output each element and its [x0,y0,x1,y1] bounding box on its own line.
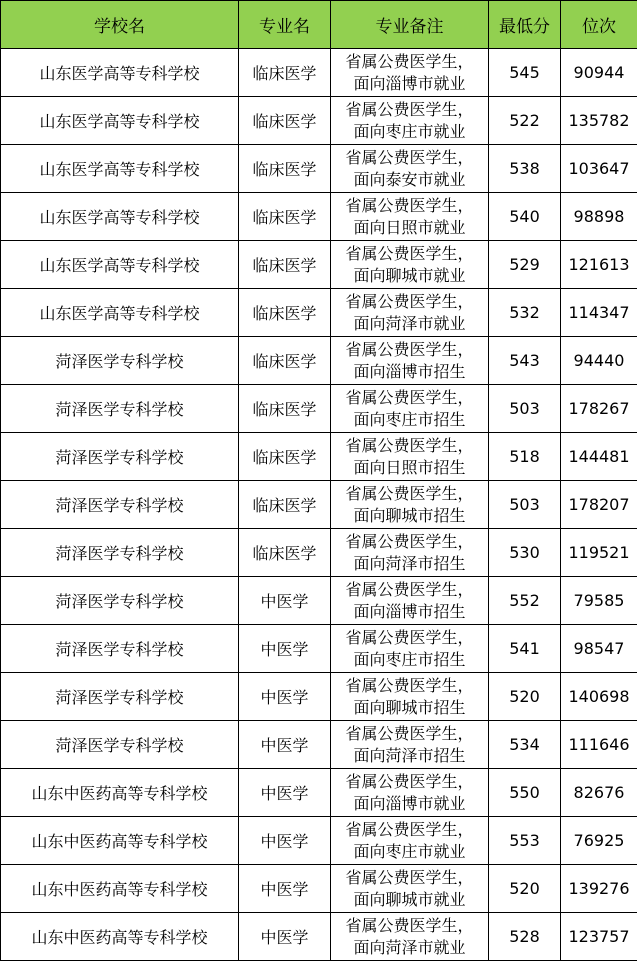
cell-major: 中医学 [239,625,331,673]
cell-major: 中医学 [239,865,331,913]
cell-major: 临床医学 [239,241,331,289]
cell-school: 菏泽医学专科学校 [1,337,239,385]
cell-rank: 111646 [561,721,637,769]
table-row [1,865,637,913]
cell-school: 菏泽医学专科学校 [1,721,239,769]
cell-rank: 76925 [561,817,637,865]
header-major: 专业名 [239,1,331,49]
cell-major: 中医学 [239,817,331,865]
cell-note [331,673,489,721]
cell-major: 临床医学 [239,529,331,577]
note-line-2: 面向泰安市就业 [353,169,466,189]
cell-school: 山东医学高等专科学校 [1,145,239,193]
table-row [1,529,637,577]
cell-major: 中医学 [239,769,331,817]
cell-school: 菏泽医学专科学校 [1,673,239,721]
note-line-1: 省属公费医学生， [345,243,474,263]
note-line-1: 省属公费医学生， [345,435,474,455]
note-line-2: 面向聊城市就业 [353,265,466,285]
cell-school: 山东中医药高等专科学校 [1,865,239,913]
cell-school: 山东医学高等专科学校 [1,97,239,145]
cell-school: 山东中医药高等专科学校 [1,913,239,961]
cell-note [331,529,489,577]
note-line-1: 省属公费医学生， [345,867,474,887]
note-line-1: 省属公费医学生， [345,387,474,407]
note-line-2: 面向淄博市招生 [353,361,466,381]
cell-school: 山东医学高等专科学校 [1,241,239,289]
cell-major: 临床医学 [239,49,331,97]
cell-school: 菏泽医学专科学校 [1,625,239,673]
table-row [1,145,637,193]
cell-note [331,385,489,433]
note-line-1: 省属公费医学生， [345,723,474,743]
cell-school: 菏泽医学专科学校 [1,577,239,625]
table-row [1,913,637,961]
note-line-1: 省属公费医学生， [345,483,474,503]
note-line-1: 省属公费医学生， [345,99,474,119]
note-line-2: 面向聊城市招生 [353,505,466,525]
note-line-2: 面向聊城市招生 [353,697,466,717]
cell-min-score: 543 [489,337,561,385]
note-line-1: 省属公费医学生， [345,531,474,551]
cell-note [331,97,489,145]
cell-rank: 123757 [561,913,637,961]
note-line-1: 省属公费医学生， [345,147,474,167]
cell-note [331,817,489,865]
cell-major: 中医学 [239,577,331,625]
cell-major: 临床医学 [239,193,331,241]
note-line-2: 面向枣庄市就业 [353,121,466,141]
cell-school: 菏泽医学专科学校 [1,529,239,577]
cell-min-score: 545 [489,49,561,97]
cell-rank: 178207 [561,481,637,529]
table-row [1,385,637,433]
cell-min-score: 530 [489,529,561,577]
header-row [1,1,637,49]
cell-min-score: 520 [489,865,561,913]
cell-school: 菏泽医学专科学校 [1,385,239,433]
table-row [1,97,637,145]
note-line-2: 面向日照市就业 [353,217,466,237]
cell-major: 中医学 [239,913,331,961]
cell-note [331,193,489,241]
table-row [1,481,637,529]
cell-note [331,241,489,289]
table-row [1,721,637,769]
cell-rank: 121613 [561,241,637,289]
note-line-1: 省属公费医学生， [345,291,474,311]
cell-note [331,481,489,529]
cell-note [331,49,489,97]
cell-rank: 144481 [561,433,637,481]
cell-min-score: 503 [489,481,561,529]
cell-rank: 98898 [561,193,637,241]
cell-school: 山东中医药高等专科学校 [1,769,239,817]
header-rank: 位次 [561,1,637,49]
header-min-score: 最低分 [489,1,561,49]
cell-rank: 90944 [561,49,637,97]
header-note: 专业备注 [331,1,489,49]
cell-note [331,913,489,961]
cell-rank: 139276 [561,865,637,913]
cell-note [331,337,489,385]
cell-school: 山东医学高等专科学校 [1,193,239,241]
cell-min-score: 522 [489,97,561,145]
cell-major: 临床医学 [239,337,331,385]
cell-min-score: 541 [489,625,561,673]
cell-major: 中医学 [239,721,331,769]
table-row [1,769,637,817]
note-line-2: 面向淄博市就业 [353,793,466,813]
table-body [1,49,637,961]
note-line-1: 省属公费医学生， [345,579,474,599]
note-line-1: 省属公费医学生， [345,339,474,359]
cell-rank: 98547 [561,625,637,673]
header-school: 学校名 [1,1,239,49]
note-line-1: 省属公费医学生， [345,771,474,791]
note-line-2: 面向淄博市就业 [353,73,466,93]
cell-min-score: 532 [489,289,561,337]
cell-note [331,289,489,337]
cell-note [331,769,489,817]
cell-min-score: 550 [489,769,561,817]
cell-note [331,625,489,673]
cell-major: 临床医学 [239,289,331,337]
cell-min-score: 538 [489,145,561,193]
cell-min-score: 528 [489,913,561,961]
cell-school: 山东中医药高等专科学校 [1,817,239,865]
table-row [1,673,637,721]
cell-rank: 135782 [561,97,637,145]
cell-school: 山东医学高等专科学校 [1,49,239,97]
cell-school: 菏泽医学专科学校 [1,481,239,529]
cell-major: 临床医学 [239,433,331,481]
table-row [1,337,637,385]
cell-min-score: 518 [489,433,561,481]
cell-rank: 119521 [561,529,637,577]
note-line-2: 面向菏泽市就业 [353,313,466,333]
note-line-2: 面向菏泽市就业 [353,937,466,957]
cell-min-score: 552 [489,577,561,625]
cell-min-score: 553 [489,817,561,865]
cell-note [331,721,489,769]
note-line-1: 省属公费医学生， [345,819,474,839]
cell-major: 临床医学 [239,385,331,433]
note-line-2: 面向菏泽市招生 [353,745,466,765]
cell-rank: 103647 [561,145,637,193]
table-row [1,193,637,241]
cell-min-score: 503 [489,385,561,433]
cell-note [331,433,489,481]
table-row [1,289,637,337]
table-row [1,433,637,481]
note-line-1: 省属公费医学生， [345,915,474,935]
table-row [1,49,637,97]
table-row [1,817,637,865]
cell-rank: 94440 [561,337,637,385]
note-line-1: 省属公费医学生， [345,51,474,71]
note-line-2: 面向枣庄市就业 [353,841,466,861]
cell-rank: 178267 [561,385,637,433]
note-line-2: 面向菏泽市招生 [353,553,466,573]
cell-major: 中医学 [239,673,331,721]
cell-min-score: 520 [489,673,561,721]
cell-note [331,145,489,193]
note-line-1: 省属公费医学生， [345,195,474,215]
table-row [1,577,637,625]
cell-major: 临床医学 [239,97,331,145]
cell-min-score: 534 [489,721,561,769]
cell-major: 临床医学 [239,481,331,529]
cell-rank: 140698 [561,673,637,721]
cell-rank: 79585 [561,577,637,625]
table-row [1,241,637,289]
cell-major: 临床医学 [239,145,331,193]
cell-min-score: 540 [489,193,561,241]
note-line-1: 省属公费医学生， [345,675,474,695]
cell-rank: 114347 [561,289,637,337]
note-line-2: 面向聊城市就业 [353,889,466,909]
note-line-2: 面向枣庄市招生 [353,649,466,669]
cell-note [331,865,489,913]
table-row [1,625,637,673]
cell-min-score: 529 [489,241,561,289]
note-line-1: 省属公费医学生， [345,627,474,647]
cell-school: 菏泽医学专科学校 [1,433,239,481]
table-header [1,1,637,49]
note-line-2: 面向淄博市招生 [353,601,466,621]
cell-note [331,577,489,625]
note-line-2: 面向枣庄市招生 [353,409,466,429]
cell-school: 山东医学高等专科学校 [1,289,239,337]
cell-rank: 82676 [561,769,637,817]
note-line-2: 面向日照市招生 [353,457,466,477]
